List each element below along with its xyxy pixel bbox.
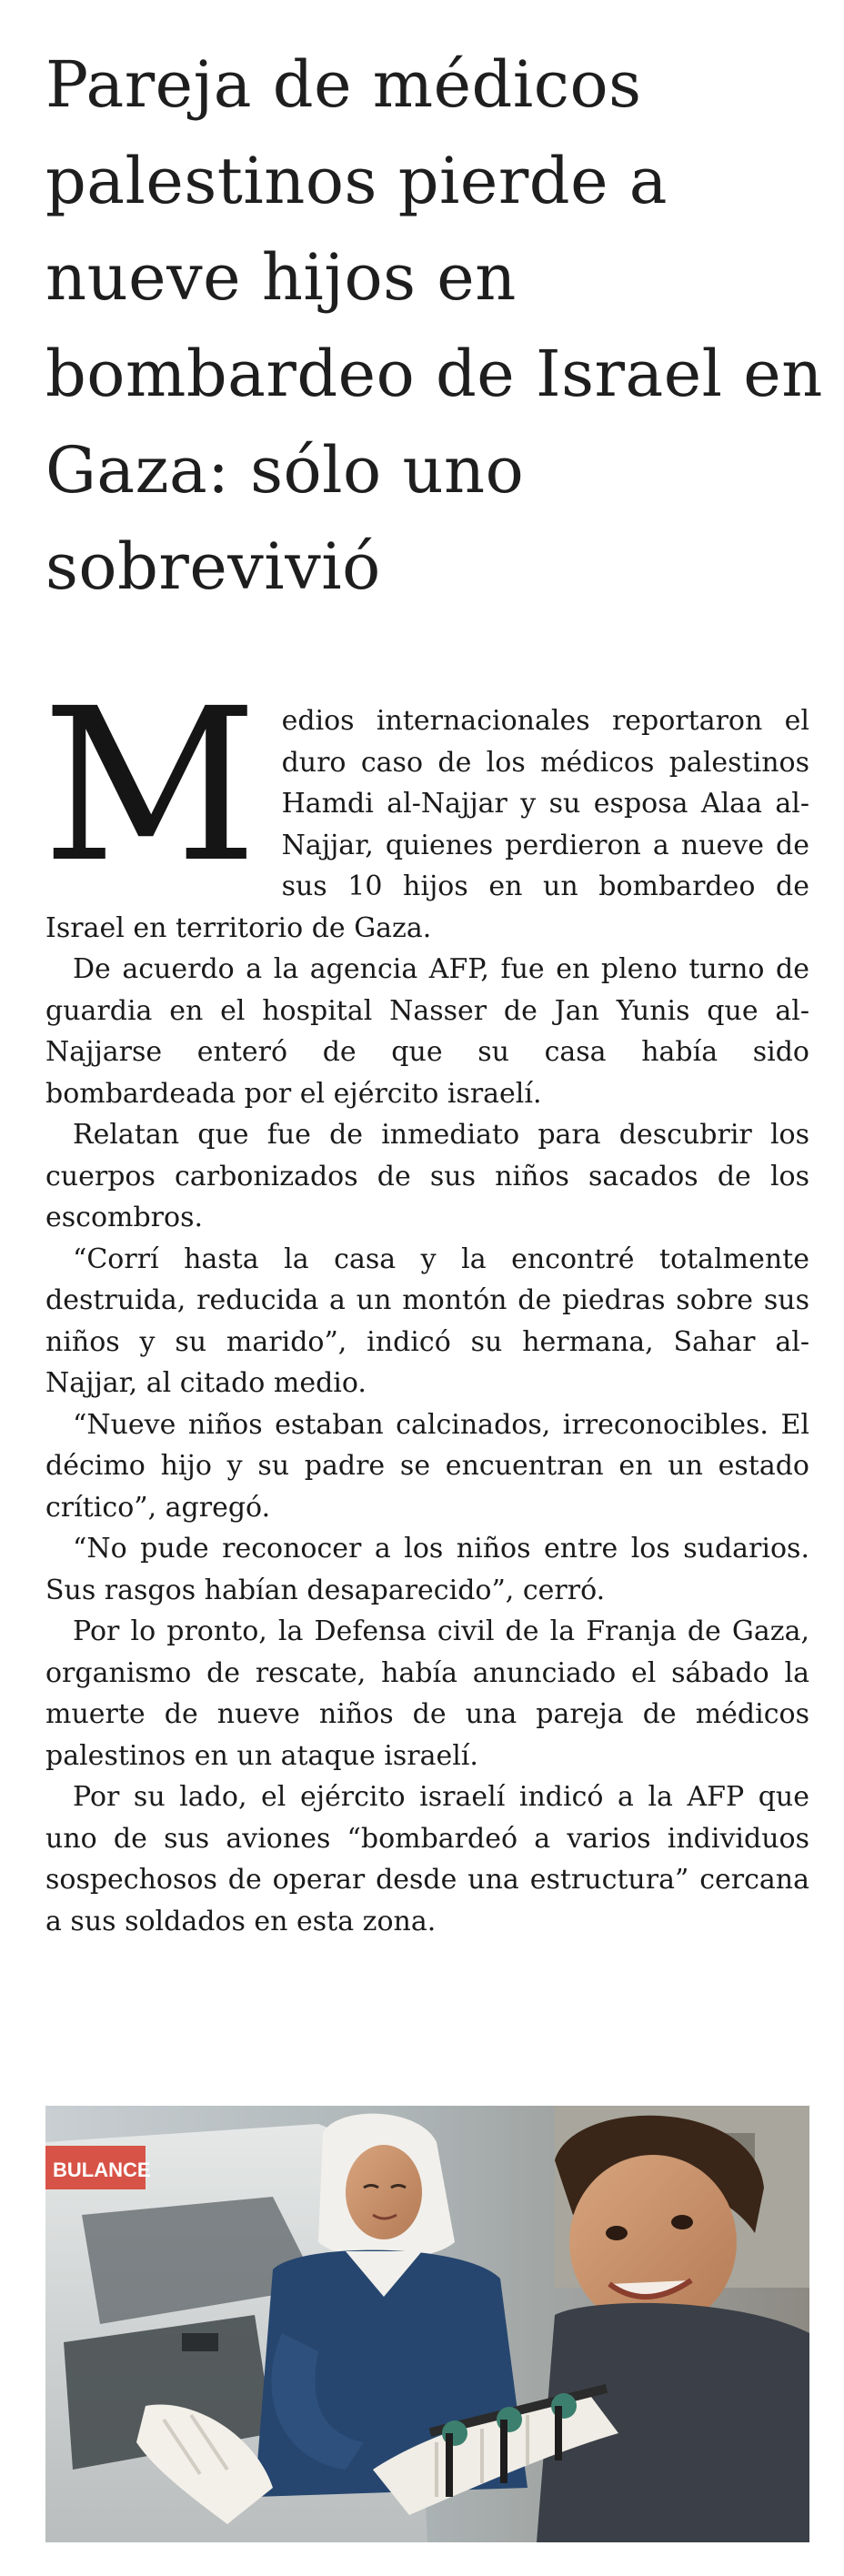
paragraph: Por lo pronto, la Defensa civil de la Franja de Gaza, organismo de rescate, había anunciado el sábado la muerte de nueve niños de una pareja de médicos palestinos en un ataque israelí. <box>45 1615 809 1772</box>
drop-cap: M <box>42 663 258 909</box>
paragraph: “Nueve niños estaban calcinados, irreconocibles. El décimo hijo y su padre se encuentran en un estado crítico”, agregó. <box>45 1408 809 1524</box>
article-photo <box>45 2106 809 2542</box>
lead-paragraph-text: edios internacionales reportaron el duro caso de los médicos palestinos Hamdi al-Najjar y su esposa Alaa al-Najjar, quienes perdieron a nueve de sus 10 hijos en un bombardeo de Israel en territorio de Gaza. <box>45 705 809 944</box>
paragraph: “No pude reconocer a los niños entre los sudarios. Sus rasgos habían desaparecido”, cerró. <box>45 1533 809 1606</box>
paragraph: “Corrí hasta la casa y la encontré totalmente destruida, reducida a un montón de piedras sobre sus niños y su marido”, indicó su hermana, Sahar al-Najjar, al citado medio. <box>45 1243 809 1399</box>
photo-illustration <box>45 2106 809 2542</box>
nurse-face <box>346 2145 422 2239</box>
paragraph: De acuerdo a la agencia AFP, fue en pleno turno de guardia en el hospital Nasser de Jan Yunis que al-Najjarse enteró de que su casa había sido bombardeada por el ejército israelí. <box>45 953 809 1110</box>
headline: Pareja de médicos palestinos pierde a nueve hijos en bombardeo de Israel en Gaza: sólo uno sobrevivió <box>45 47 823 604</box>
paragraph: Relatan que fue de inmediato para descubrir los cuerpos carbonizados de sus niños sacados de los escombros. <box>45 1119 809 1233</box>
paragraph: Por su lado, el ejército israelí indicó a la AFP que uno de sus aviones “bombardeó a varios individuos sospechosos de operar desde una estructura” cercana a sus soldados en esta zona. <box>45 1781 809 1937</box>
article-body <box>42 663 809 1942</box>
lead-paragraph <box>42 663 809 949</box>
ambulance-sign: BULANCE <box>53 2158 151 2181</box>
